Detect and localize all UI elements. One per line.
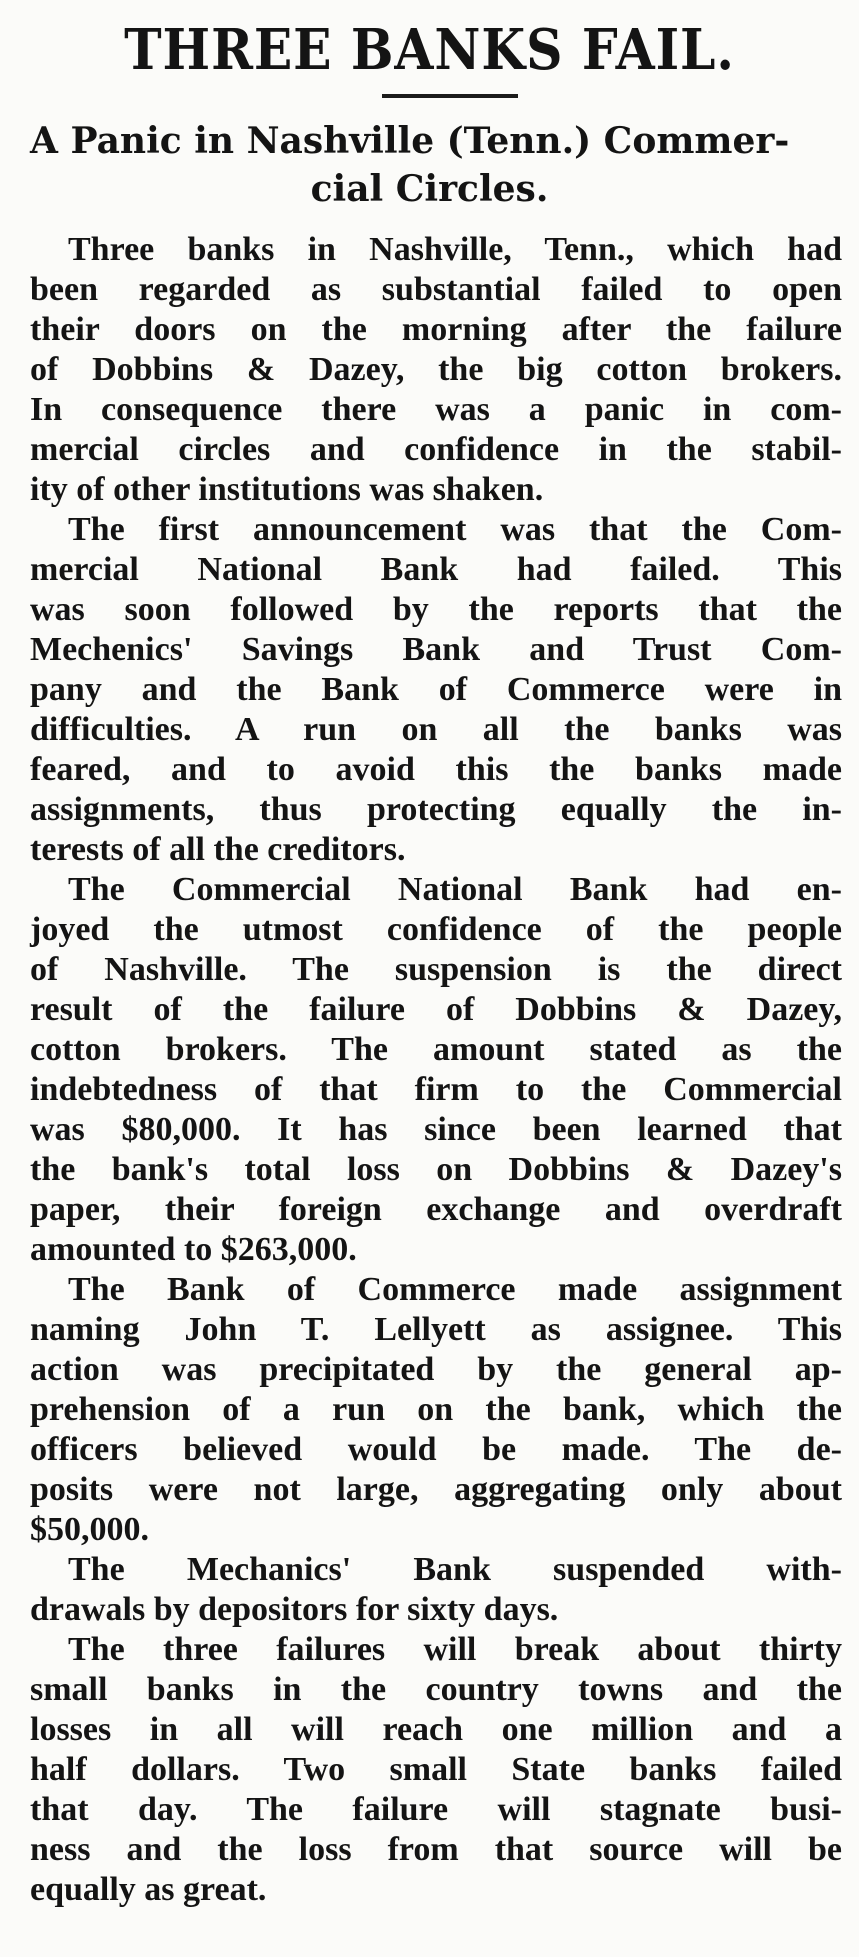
body-line: was $80,000. It has since been learned that xyxy=(30,1111,842,1148)
body-line: amounted to $263,000. xyxy=(30,1231,357,1268)
body-line: the bank's total loss on Dobbins & Dazey's xyxy=(30,1151,842,1188)
body-line: losses in all will reach one million and a xyxy=(30,1711,842,1748)
body-line: that day. The failure will stagnate busi- xyxy=(30,1791,842,1828)
body-line: Mechenics' Savings Bank and Trust Com- xyxy=(30,631,842,668)
body-line: their doors on the morning after the failure xyxy=(30,311,842,348)
body-line: action was precipitated by the general ap- xyxy=(30,1351,842,1388)
body-line: $50,000. xyxy=(30,1511,149,1548)
body-line: joyed the utmost confidence of the people xyxy=(30,911,842,948)
body-line: In consequence there was a panic in com- xyxy=(30,391,842,428)
body-line: paper, their foreign exchange and overdraft xyxy=(30,1191,842,1228)
body-line: pany and the Bank of Commerce were in xyxy=(30,671,842,708)
body-line: cotton brokers. The amount stated as the xyxy=(30,1031,842,1068)
headline-rule xyxy=(382,94,518,98)
body-line: indebtedness of that firm to the Commercial xyxy=(30,1071,842,1108)
body-line: difficulties. A run on all the banks was xyxy=(30,711,842,748)
headline: THREE BANKS FAIL. xyxy=(124,17,735,83)
body-line: assignments, thus protecting equally the in- xyxy=(30,791,842,828)
subheadline-line-2: cial Circles. xyxy=(310,168,549,210)
body-line: prehension of a run on the bank, which the xyxy=(30,1391,842,1428)
body-line: equally as great. xyxy=(30,1871,267,1908)
body-line: mercial circles and confidence in the stabil- xyxy=(30,431,842,468)
body-line: The Mechanics' Bank suspended with- xyxy=(68,1551,842,1588)
body-line: Three banks in Nashville, Tenn., which had xyxy=(68,231,842,268)
body-line: terests of all the creditors. xyxy=(30,831,406,868)
body-line: The Bank of Commerce made assignment xyxy=(68,1271,842,1308)
subheadline-line-1: A Panic in Nashville (Tenn.) Commer- xyxy=(30,120,790,162)
body-line: small banks in the country towns and the xyxy=(30,1671,842,1708)
body-line: The three failures will break about thirty xyxy=(68,1631,842,1668)
body-line: mercial National Bank had failed. This xyxy=(30,551,842,588)
body-line: been regarded as substantial failed to open xyxy=(30,271,842,308)
body-line: was soon followed by the reports that the xyxy=(30,591,842,628)
body-line: feared, and to avoid this the banks made xyxy=(30,751,842,788)
body-line: naming John T. Lellyett as assignee. This xyxy=(30,1311,842,1348)
body-line: ity of other institutions was shaken. xyxy=(30,471,544,508)
body-line: half dollars. Two small State banks failed xyxy=(30,1751,842,1788)
body-line: officers believed would be made. The de- xyxy=(30,1431,842,1468)
body-line: The first announcement was that the Com- xyxy=(68,511,842,548)
body-line: of Dobbins & Dazey, the big cotton brokers. xyxy=(30,351,842,388)
body-line: ness and the loss from that source will be xyxy=(30,1831,842,1868)
body-line: result of the failure of Dobbins & Dazey, xyxy=(30,991,842,1028)
body-line: posits were not large, aggregating only about xyxy=(30,1471,842,1508)
body-line: The Commercial National Bank had en- xyxy=(68,871,842,908)
body-line: of Nashville. The suspension is the direct xyxy=(30,951,842,988)
body-line: drawals by depositors for sixty days. xyxy=(30,1591,559,1628)
